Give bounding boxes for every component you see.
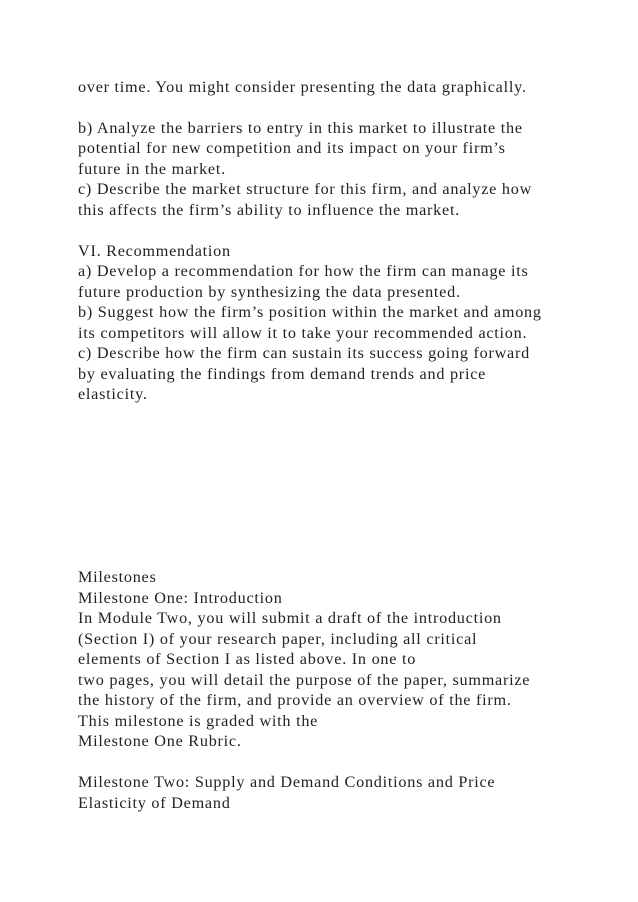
text-line: c) Describe the market structure for this firm, and analyze how (78, 180, 533, 198)
text-line: b) Suggest how the firm’s position within the market and among (78, 303, 542, 321)
text-line: two pages, you will detail the purpose of the paper, summarize (78, 671, 531, 689)
text-line: future in the market. (78, 160, 226, 178)
text-line: This milestone is graded with the (78, 712, 319, 730)
text-line: Elasticity of Demand (78, 794, 231, 812)
text-line: elements of Section I as listed above. In one to (78, 650, 417, 668)
text-line: this affects the firm’s ability to influence the market. (78, 201, 460, 219)
text-line: c) Describe how the firm can sustain its success going forward (78, 344, 530, 362)
text-line: its competitors will allow it to take your recommended action. (78, 324, 528, 342)
text-line: (Section I) of your research paper, including all critical (78, 630, 478, 648)
subsection-heading: Milestone One: Introduction (78, 589, 283, 607)
text-line: over time. You might consider presenting the data graphically. (78, 78, 527, 96)
text-line: elasticity. (78, 385, 148, 403)
text-line: by evaluating the findings from demand trends and price (78, 365, 487, 383)
text-line: a) Develop a recommendation for how the firm can manage its (78, 262, 529, 280)
text-line: In Module Two, you will submit a draft of the introduction (78, 609, 502, 627)
section-heading: Milestones (78, 568, 157, 586)
text-line: potential for new competition and its impact on your firm’s (78, 139, 506, 157)
text-line: future production by synthesizing the data presented. (78, 283, 461, 301)
text-line: the history of the firm, and provide an overview of the firm. (78, 691, 512, 709)
text-line: Milestone One Rubric. (78, 732, 242, 750)
subsection-heading: Milestone Two: Supply and Demand Conditions and Price (78, 773, 496, 791)
text-line: b) Analyze the barriers to entry in this market to illustrate the (78, 119, 523, 137)
section-heading: VI. Recommendation (78, 242, 231, 260)
